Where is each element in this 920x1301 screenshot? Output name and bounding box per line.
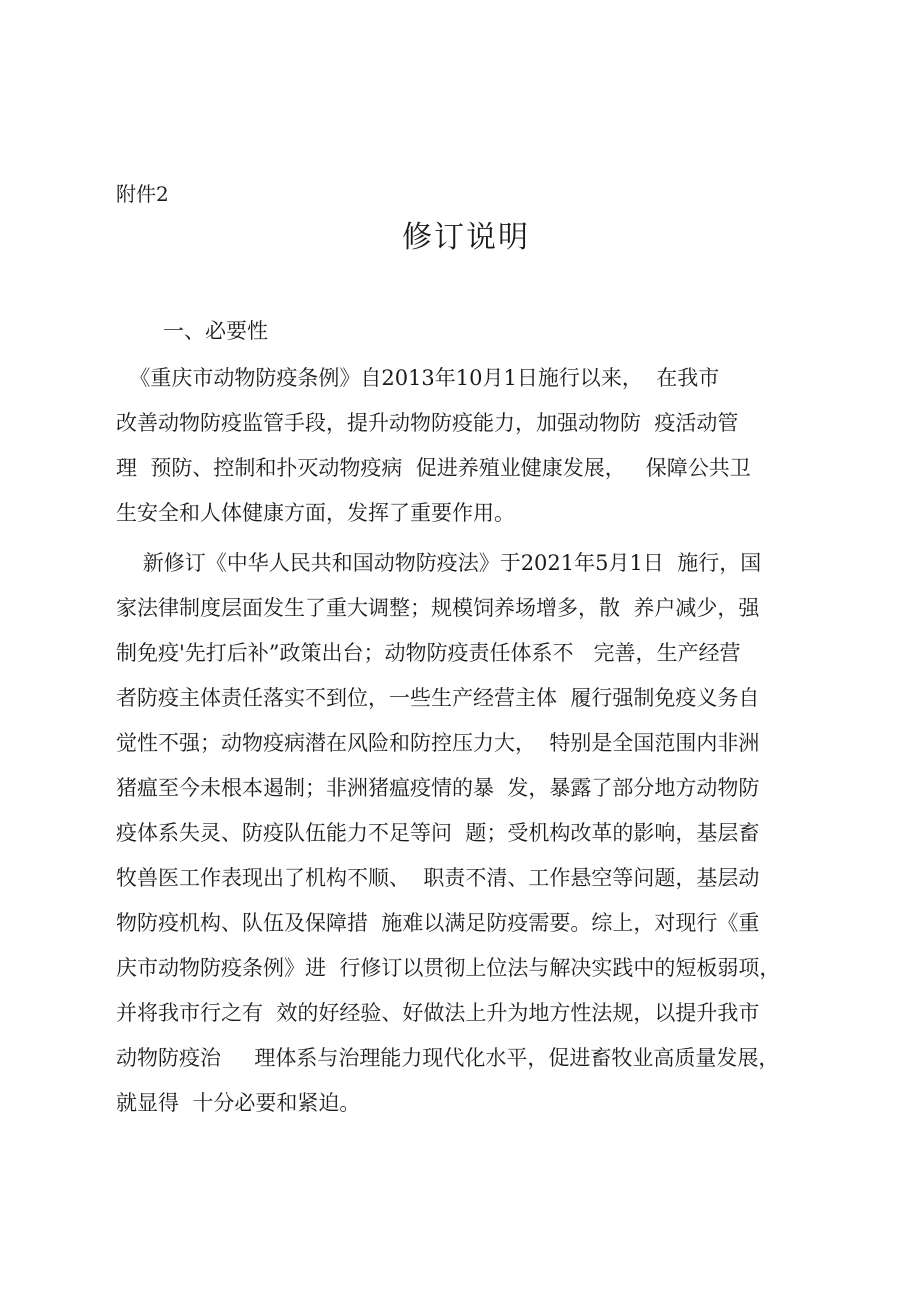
paragraph-line: 理 预防、控制和扑灭动物疫病 促进养殖业健康发展， 保障公共卫 <box>116 456 751 480</box>
paragraph-line: 新修订《中华人民共和国动物防疫法》于2021年5月1日 施行，国 <box>116 551 762 575</box>
paragraph-line: 牧兽医工作表现出了机构不顺、 职责不清、工作悬空等问题，基层动 <box>116 866 760 890</box>
section-heading: 一、必要性 <box>163 319 268 343</box>
paragraph-line: 物防疫机构、队伍及保障措 施难以满足防疫需要。综上，对现行《重 <box>116 911 760 935</box>
document-title: 修订说明 <box>402 220 530 255</box>
paragraph-line: 猪瘟至今未根本遏制；非洲猪瘟疫情的暴 发，暴露了部分地方动物防 <box>116 776 760 800</box>
paragraph-line: 家法律制度层面发生了重大调整；规模饲养场增多，散 养户减少，强 <box>116 596 760 620</box>
paragraph-line: 者防疫主体责任落实不到位，一些生产经营主体 履行强制免疫义务自 <box>116 686 760 710</box>
paragraph-line: 动物防疫治 理体系与治理能力现代化水平，促进畜牧业高质量发展， <box>116 1046 780 1070</box>
paragraph-1 <box>116 356 751 536</box>
paragraph-line: 改善动物防疫监管手段，提升动物防疫能力，加强动物防 疫活动管 <box>116 411 739 435</box>
paragraph-line: 庆市动物防疫条例》进 行修订以贯彻上位法与解决实践中的短板弱项， <box>116 956 781 980</box>
attachment-label: 附件2 <box>116 182 169 206</box>
paragraph-line: 制免疫'先打后补”政策出台；动物防疫责任体系不 完善，生产经营 <box>116 641 741 665</box>
paragraph-line: 并将我市行之有 效的好经验、好做法上升为地方性法规，以提升我市 <box>116 1001 760 1025</box>
paragraph-line: 觉性不强；动物疫病潜在风险和防控压力大， 特别是全国范围内非洲 <box>116 731 760 755</box>
paragraph-line: 生安全和人体健康方面，发挥了重要作用。 <box>116 501 515 525</box>
paragraph-line: 疫体系失灵、防疫队伍能力不足等问 题；受机构改革的影响，基层畜 <box>116 821 760 845</box>
paragraph-line: 就显得 十分必要和紧迫。 <box>116 1091 361 1115</box>
paragraph-2 <box>116 541 780 1126</box>
paragraph-line: 《重庆市动物防疫条例》自2013年10月1日施行以来， 在我市 <box>116 366 720 390</box>
